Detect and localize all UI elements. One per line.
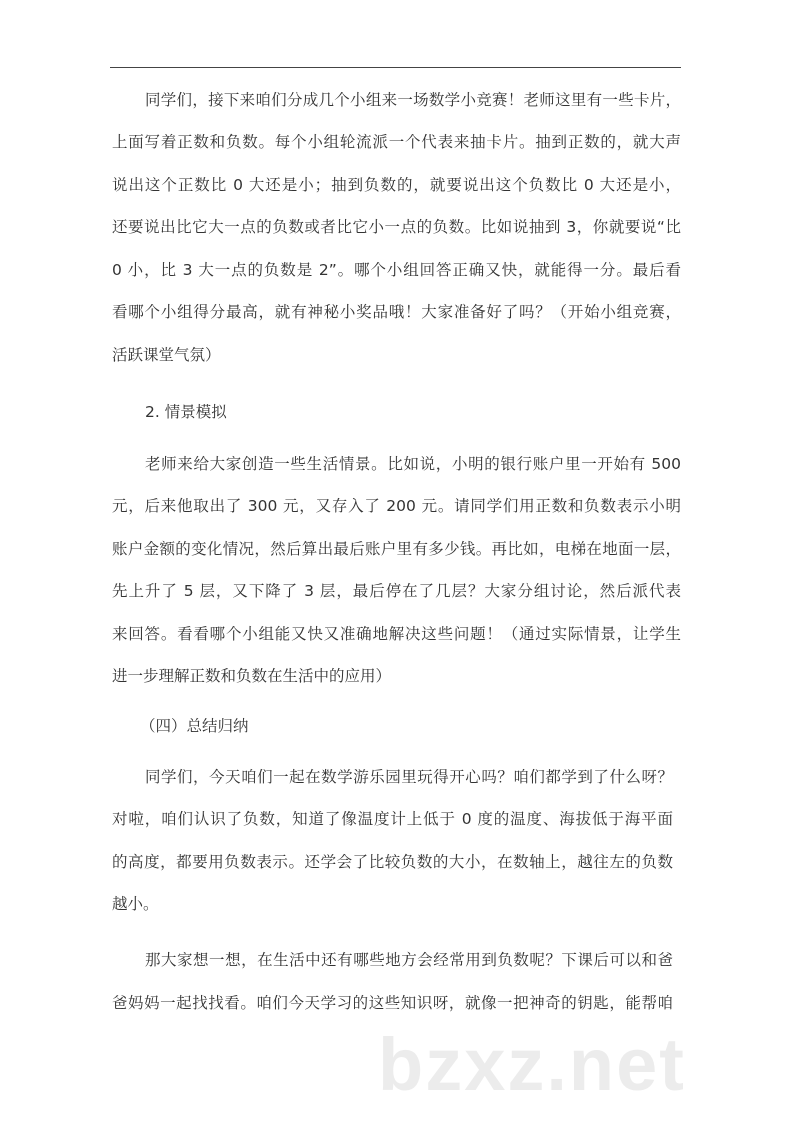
text-line: 的高度，都要用负数表示。还学会了比较负数的大小，在数轴上，越往左的负数 [112,853,673,871]
text-line: 来回答。看看哪个小组能又快又准确地解决这些问题！（通过实际情景，让学生 [112,625,681,643]
text-line: 账户金额的变化情况，然后算出最后账户里有多少钱。再比如，电梯在地面一层， [112,540,681,558]
text-line: 同学们，接下来咱们分成几个小组来一场数学小竞赛！老师这里有一些卡片， [145,91,681,109]
text-line: 还要说出比它大一点的负数或者比它小一点的负数。比如说抽到 3，你就要说“比 [112,218,681,236]
text-line: 爸妈妈一起找找看。咱们今天学习的这些知识呀，就像一把神奇的钥匙，能帮咱 [112,994,673,1012]
text-line: 说出这个正数比 0 大还是小；抽到负数的，就要说出这个负数比 0 大还是小， [112,176,681,194]
text-line: 老师来给大家创造一些生活情景。比如说，小明的银行账户里一开始有 500 [145,455,681,473]
text-line: 上面写着正数和负数。每个小组轮流派一个代表来抽卡片。抽到正数的，就大声 [112,133,681,151]
text-line: 进一步理解正数和负数在生活中的应用） [112,667,392,685]
text-line: 看哪个小组得分最高，就有神秘小奖品哦！大家准备好了吗？（开始小组竞赛， [112,303,681,321]
text-line: 对啦，咱们认识了负数，知道了像温度计上低于 0 度的温度、海拔低于海平面 [112,810,673,828]
text-line: 越小。 [112,895,159,913]
text-line: 同学们，今天咱们一起在数学游乐园里玩得开心吗？咱们都学到了什么呀？ [145,768,673,786]
section-heading-scenario: 2. 情景模拟 [145,403,227,421]
text-line: 活跃课堂气氛） [112,346,221,364]
text-line: 元，后来他取出了 300 元，又存入了 200 元。请同学们用正数和负数表示小明 [112,497,681,515]
header-rule [110,67,681,68]
section-heading-summary: （四）总结归纳 [140,717,249,735]
text-line: 先上升了 5 层，又下降了 3 层，最后停在了几层？大家分组讨论，然后派代表 [112,582,681,600]
text-line: 0 小，比 3 大一点的负数是 2”。哪个小组回答正确又快，就能得一分。最后看 [112,261,681,279]
watermark: bzxz.net [378,1023,686,1106]
text-line: 那大家想一想，在生活中还有哪些地方会经常用到负数呢？下课后可以和爸 [145,951,673,969]
